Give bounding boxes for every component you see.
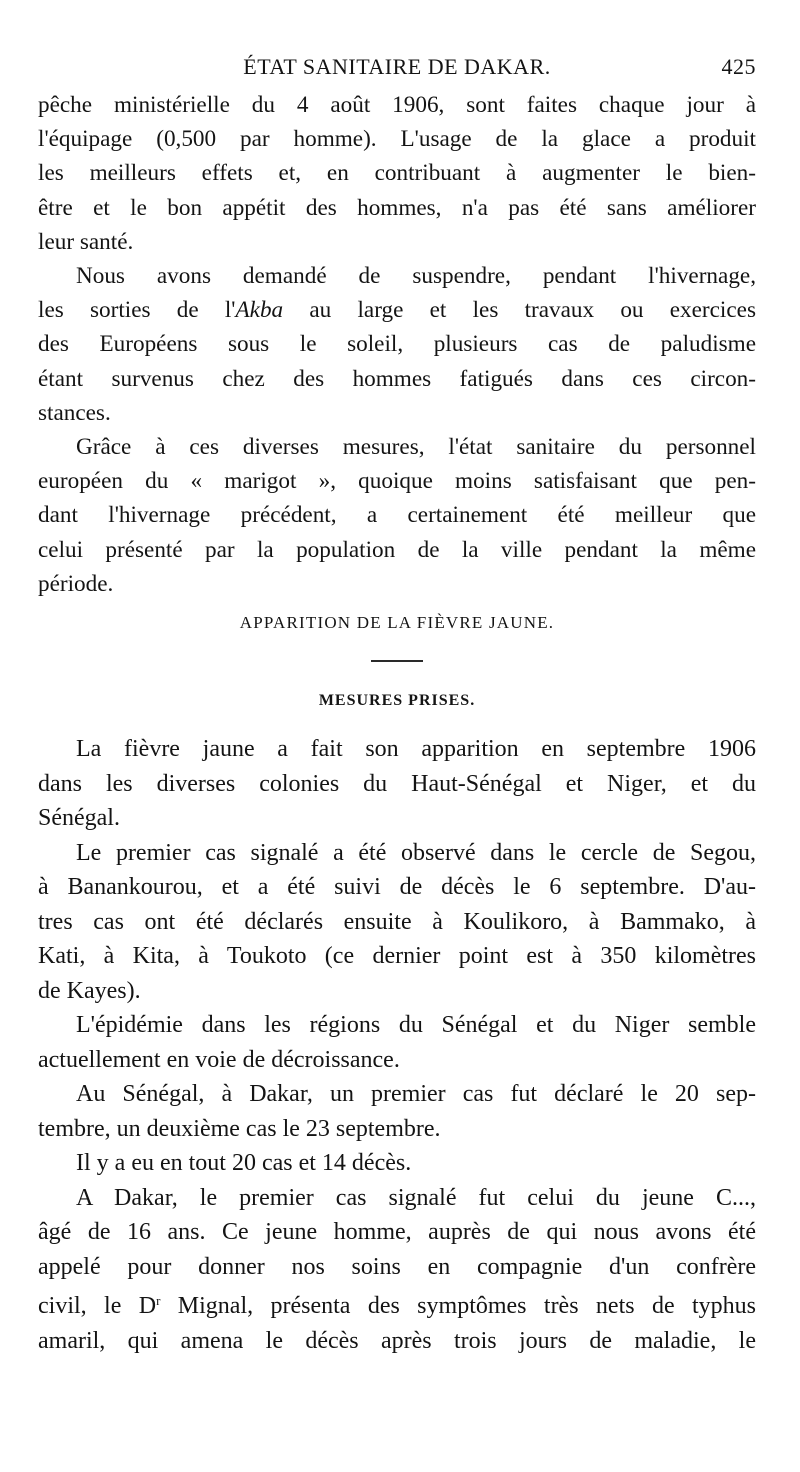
paragraph-epidemie bbox=[38, 1008, 756, 1077]
text-line: Le premier cas signalé a été observé dans le cercle de Segou, bbox=[76, 839, 756, 866]
text-line: La fièvre jaune a fait son apparition en septembre 1906 bbox=[76, 736, 756, 763]
paragraph-total-cas bbox=[38, 1146, 756, 1181]
paragraph-fievre-jaune bbox=[38, 732, 756, 836]
text-line: étant survenus chez des hommes fatigués dans ces circon- bbox=[38, 365, 756, 392]
text-line: européen du « marigot », quoique moins satisfaisant que pen- bbox=[38, 468, 756, 495]
paragraph-senegal-dakar bbox=[38, 1077, 756, 1146]
paragraph-hivernage bbox=[38, 259, 756, 430]
paragraph-ice-ration bbox=[38, 88, 756, 259]
text-line: âgé de 16 ans. Ce jeune homme, auprès de qui nous avons été bbox=[38, 1219, 756, 1246]
text-line: appelé pour donner nos soins en compagnie d'un confrère bbox=[38, 1253, 756, 1280]
text-line: actuellement en voie de décroissance. bbox=[38, 1046, 400, 1073]
text-line: tembre, un deuxième cas le 23 septembre. bbox=[38, 1115, 441, 1142]
text-line: Il y a eu en tout 20 cas et 14 décès. bbox=[76, 1150, 412, 1177]
text-line: leur santé. bbox=[38, 228, 134, 255]
text-line: de Kayes). bbox=[38, 977, 141, 1004]
section-subheading-mesures: MESURES PRISES. bbox=[318, 692, 476, 710]
page-number: 425 bbox=[721, 54, 756, 79]
superscript-doctor: r bbox=[156, 1293, 161, 1309]
section-divider bbox=[371, 660, 423, 662]
running-title: ÉTAT SANITAIRE DE DAKAR. bbox=[243, 54, 551, 79]
text-line: à Banankourou, et a été suivi de décès le 6 septembre. D'au- bbox=[38, 874, 756, 901]
text-line: dans les diverses colonies du Haut-Sénégal et Niger, et du bbox=[38, 770, 756, 797]
running-header bbox=[38, 48, 756, 88]
text-line: L'épidémie dans les régions du Sénégal et du Niger semble bbox=[76, 1012, 756, 1039]
paragraph-premier-cas bbox=[38, 836, 756, 1009]
ship-name: Akba bbox=[235, 297, 284, 324]
text-line: Au Sénégal, à Dakar, un premier cas fut déclaré le 20 sep- bbox=[76, 1081, 756, 1108]
text-line: des Européens sous le soleil, plusieurs cas de paludisme bbox=[38, 331, 756, 358]
text-fragment: Mignal, présenta des symptômes très nets de typhus bbox=[160, 1293, 756, 1320]
text-fragment: au large et les travaux ou exercices bbox=[283, 297, 756, 324]
text-line: l'équipage (0,500 par homme). L'usage de la glace a produit bbox=[38, 126, 756, 153]
text-line: dant l'hivernage précédent, a certainement été meilleur que bbox=[38, 502, 756, 529]
text-line bbox=[38, 259, 756, 293]
text-line: stances. bbox=[38, 399, 111, 426]
paragraph-premier-cas-dakar bbox=[38, 1181, 756, 1359]
text-line: A Dakar, le premier cas signalé fut celui du jeune C..., bbox=[76, 1184, 756, 1211]
text-fragment: Nous avons demandé de suspendre, pendant l'hivernage, bbox=[76, 263, 756, 290]
text-line: Grâce à ces diverses mesures, l'état sanitaire du personnel bbox=[76, 434, 756, 461]
text-fragment: les sorties de l' bbox=[38, 297, 236, 324]
text-line: pêche ministérielle du 4 août 1906, sont faites chaque jour à bbox=[38, 92, 756, 118]
text-line: amaril, qui amena le décès après trois jours de maladie, le bbox=[38, 1327, 756, 1354]
text-fragment: civil, le D bbox=[38, 1293, 157, 1320]
section-heading-apparition: APPARITION DE LA FIÈVRE JAUNE. bbox=[239, 613, 555, 633]
text-line: période. bbox=[38, 570, 114, 597]
text-line: Sénégal. bbox=[38, 805, 120, 832]
text-line bbox=[38, 293, 756, 327]
document-page bbox=[38, 48, 756, 1358]
text-line: Kati, à Kita, à Toukoto (ce dernier point est à 350 kilomètres bbox=[38, 943, 756, 970]
text-line: les meilleurs effets et, en contribuant à augmenter le bien- bbox=[38, 160, 756, 187]
text-line bbox=[38, 1284, 756, 1324]
text-line: être et le bon appétit des hommes, n'a pas été sans améliorer bbox=[38, 194, 756, 221]
paragraph-grace-mesures bbox=[38, 430, 756, 601]
text-line: tres cas ont été déclarés ensuite à Koulikoro, à Bammako, à bbox=[38, 908, 756, 935]
text-line: celui présenté par la population de la ville pendant la même bbox=[38, 536, 756, 563]
